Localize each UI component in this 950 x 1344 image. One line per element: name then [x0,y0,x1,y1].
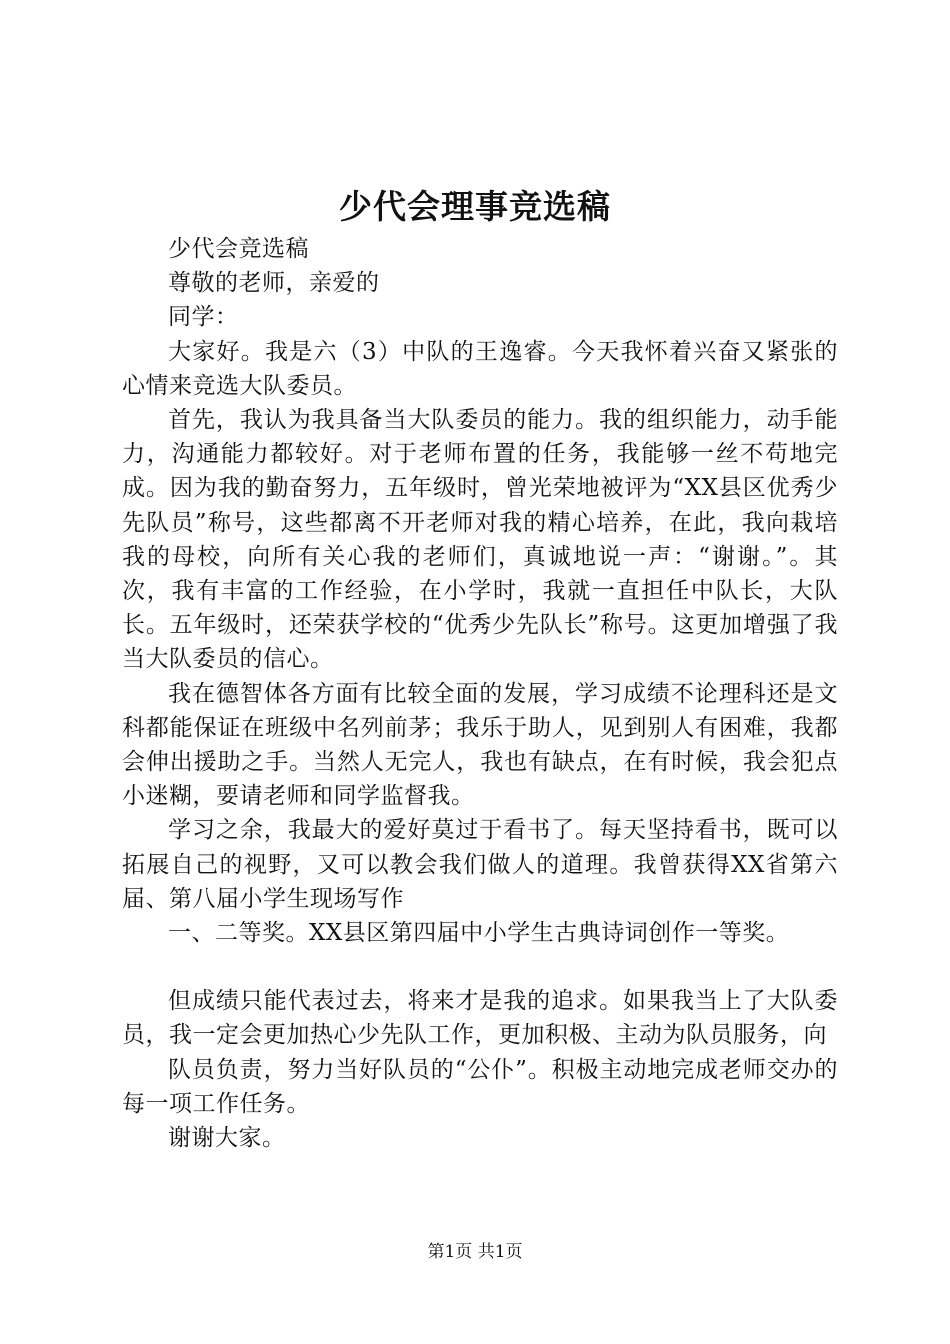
paragraph-closing: 谢谢大家。 [168,1125,286,1152]
paragraph-promise: 但成绩只能代表过去，将来才是我的追求。如果我当上了大队委员，我一定会更加热心少先队工作，更加积极、主动为队员服务，向 [122,988,838,1049]
paragraph-intro: 大家好。我是六（3）中队的王逸睿。今天我怀着兴奋又紧张的心情来竞选大队委员。 [122,338,838,399]
paragraph-ability: 首先，我认为我具备当大队委员的能力。我的组织能力，动手能力，沟通能力都较好。对于老师布置的任务，我能够一丝不苟地完成。因为我的勤奋努力，五年级时，曾光荣地被评为“XX县区优秀少先队员”称号，这些都离不开老师对我的精心培养，在此，我向栽培我的母校，向所有关心我的老师们，真诚地说一声：“谢谢。”。其次，我有丰富的工作经验，在小学时，我就一直担任中队长，大队长。五年级时，还荣获学校的“优秀少先队长”称号。这更加增强了我当大队委员的信心。 [122,407,838,673]
paragraph-awards: 一、二等奖。XX县区第四届中小学生古典诗词创作一等奖。 [168,920,790,947]
paragraph-salutation-cont: 同学： [168,304,239,331]
paragraph-hobby: 学习之余，我最大的爱好莫过于看书了。每天坚持看书，既可以拓展自己的视野，又可以教会我们做人的道理。我曾获得XX省第六届、第八届小学生现场写作 [122,817,838,912]
paragraph-promise-cont: 队员负责，努力当好队员的“公仆”。积极主动地完成老师交办的每一项工作任务。 [122,1056,838,1117]
paragraph-salutation: 尊敬的老师，亲爱的 [168,270,380,297]
document-title: 少代会理事竞选稿 [339,187,611,226]
document-body [122,232,838,1155]
paragraph-heading: 少代会竞选稿 [168,236,309,262]
page-number-footer: 第1页 共1页 [427,1242,523,1262]
paragraph-development: 我在德智体各方面有比较全面的发展，学习成绩不论理科还是文科都能保证在班级中名列前茅；我乐于助人，见到别人有困难，我都会伸出援助之手。当然人无完人，我也有缺点，在有时候，我会犯点小迷糊，要请老师和同学监督我。 [122,680,838,810]
